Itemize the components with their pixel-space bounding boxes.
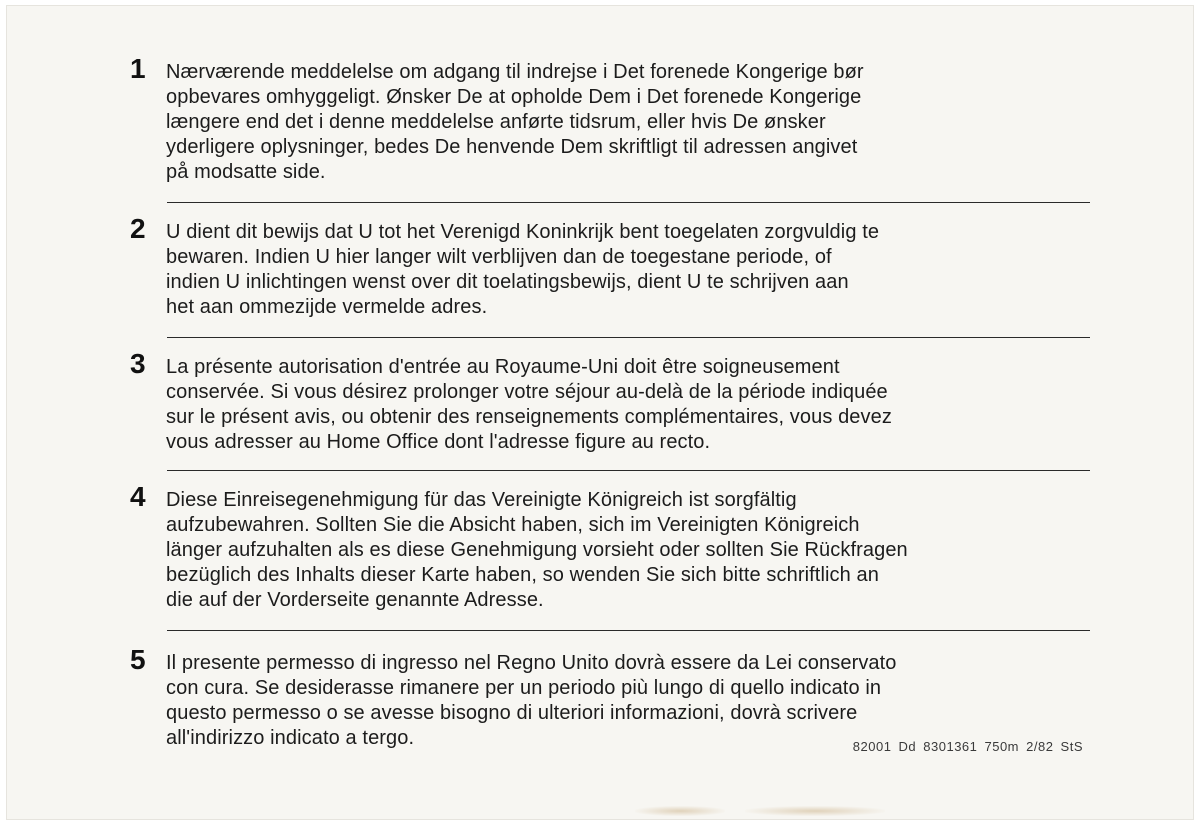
divider-line bbox=[167, 470, 1090, 471]
section-number: 1 bbox=[130, 53, 146, 84]
paper-stain bbox=[635, 806, 725, 816]
section-text: Diese Einreisegenehmigung für das Vereinigte Königreich ist sorgfältig aufzubewahren. Sollten Sie die Absicht haben, sich im Vereinigten Königreich länger aufzuhalten als es diese Genehmigung vorsieht oder sollten Sie Rückfragen bezüglich des Inhalts dieser Karte haben, so wenden Sie sich bitte schriftlich an die auf der Vorderseite genannte Adresse. bbox=[166, 489, 908, 611]
section-text: La présente autorisation d'entrée au Royaume-Uni doit être soigneusement conservée. Si vous désirez prolonger votre séjour au-delà de la période indiquée sur le présent avis, ou obtenir des renseignements complémentaires, vous devez vous adresser au Home Office dont l'adresse figure au recto. bbox=[166, 356, 892, 453]
entry-notice-card bbox=[6, 5, 1194, 820]
paper-stain bbox=[745, 806, 885, 816]
section-number: 2 bbox=[130, 213, 146, 244]
section-number: 3 bbox=[130, 348, 146, 379]
print-code: 82001 Dd 8301361 750m 2/82 StS bbox=[852, 739, 1083, 754]
section-text: Nærværende meddelelse om adgang til indrejse i Det forenede Kongerige bør opbevares omhyggeligt. Ønsker De at opholde Dem i Det forenede Kongerige længere end det i denne meddelelse anførte tidsrum, eller hvis De ønsker yderligere oplysninger, bedes De henvende Dem skriftligt til adressen angivet på modsatte side. bbox=[166, 61, 864, 183]
divider-line bbox=[167, 630, 1090, 631]
section-text: Il presente permesso di ingresso nel Regno Unito dovrà essere da Lei conservato con cura. Se desiderasse rimanere per un periodo più lungo di quello indicato in questo permesso o se avesse bisogno di ulteriori informazioni, dovrà scrivere all'indirizzo indicato a tergo. bbox=[166, 652, 897, 749]
divider-line bbox=[167, 337, 1090, 338]
section-text: U dient dit bewijs dat U tot het Verenigd Koninkrijk bent toegelaten zorgvuldig te bewaren. Indien U hier langer wilt verblijven dan de toegestane periode, of indien U inlichtingen wenst over dit toelatingsbewijs, dient U te schrijven aan het aan ommezijde vermelde adres. bbox=[166, 221, 880, 318]
divider-line bbox=[167, 202, 1090, 203]
section-number: 4 bbox=[130, 481, 146, 512]
section-number: 5 bbox=[130, 644, 146, 675]
